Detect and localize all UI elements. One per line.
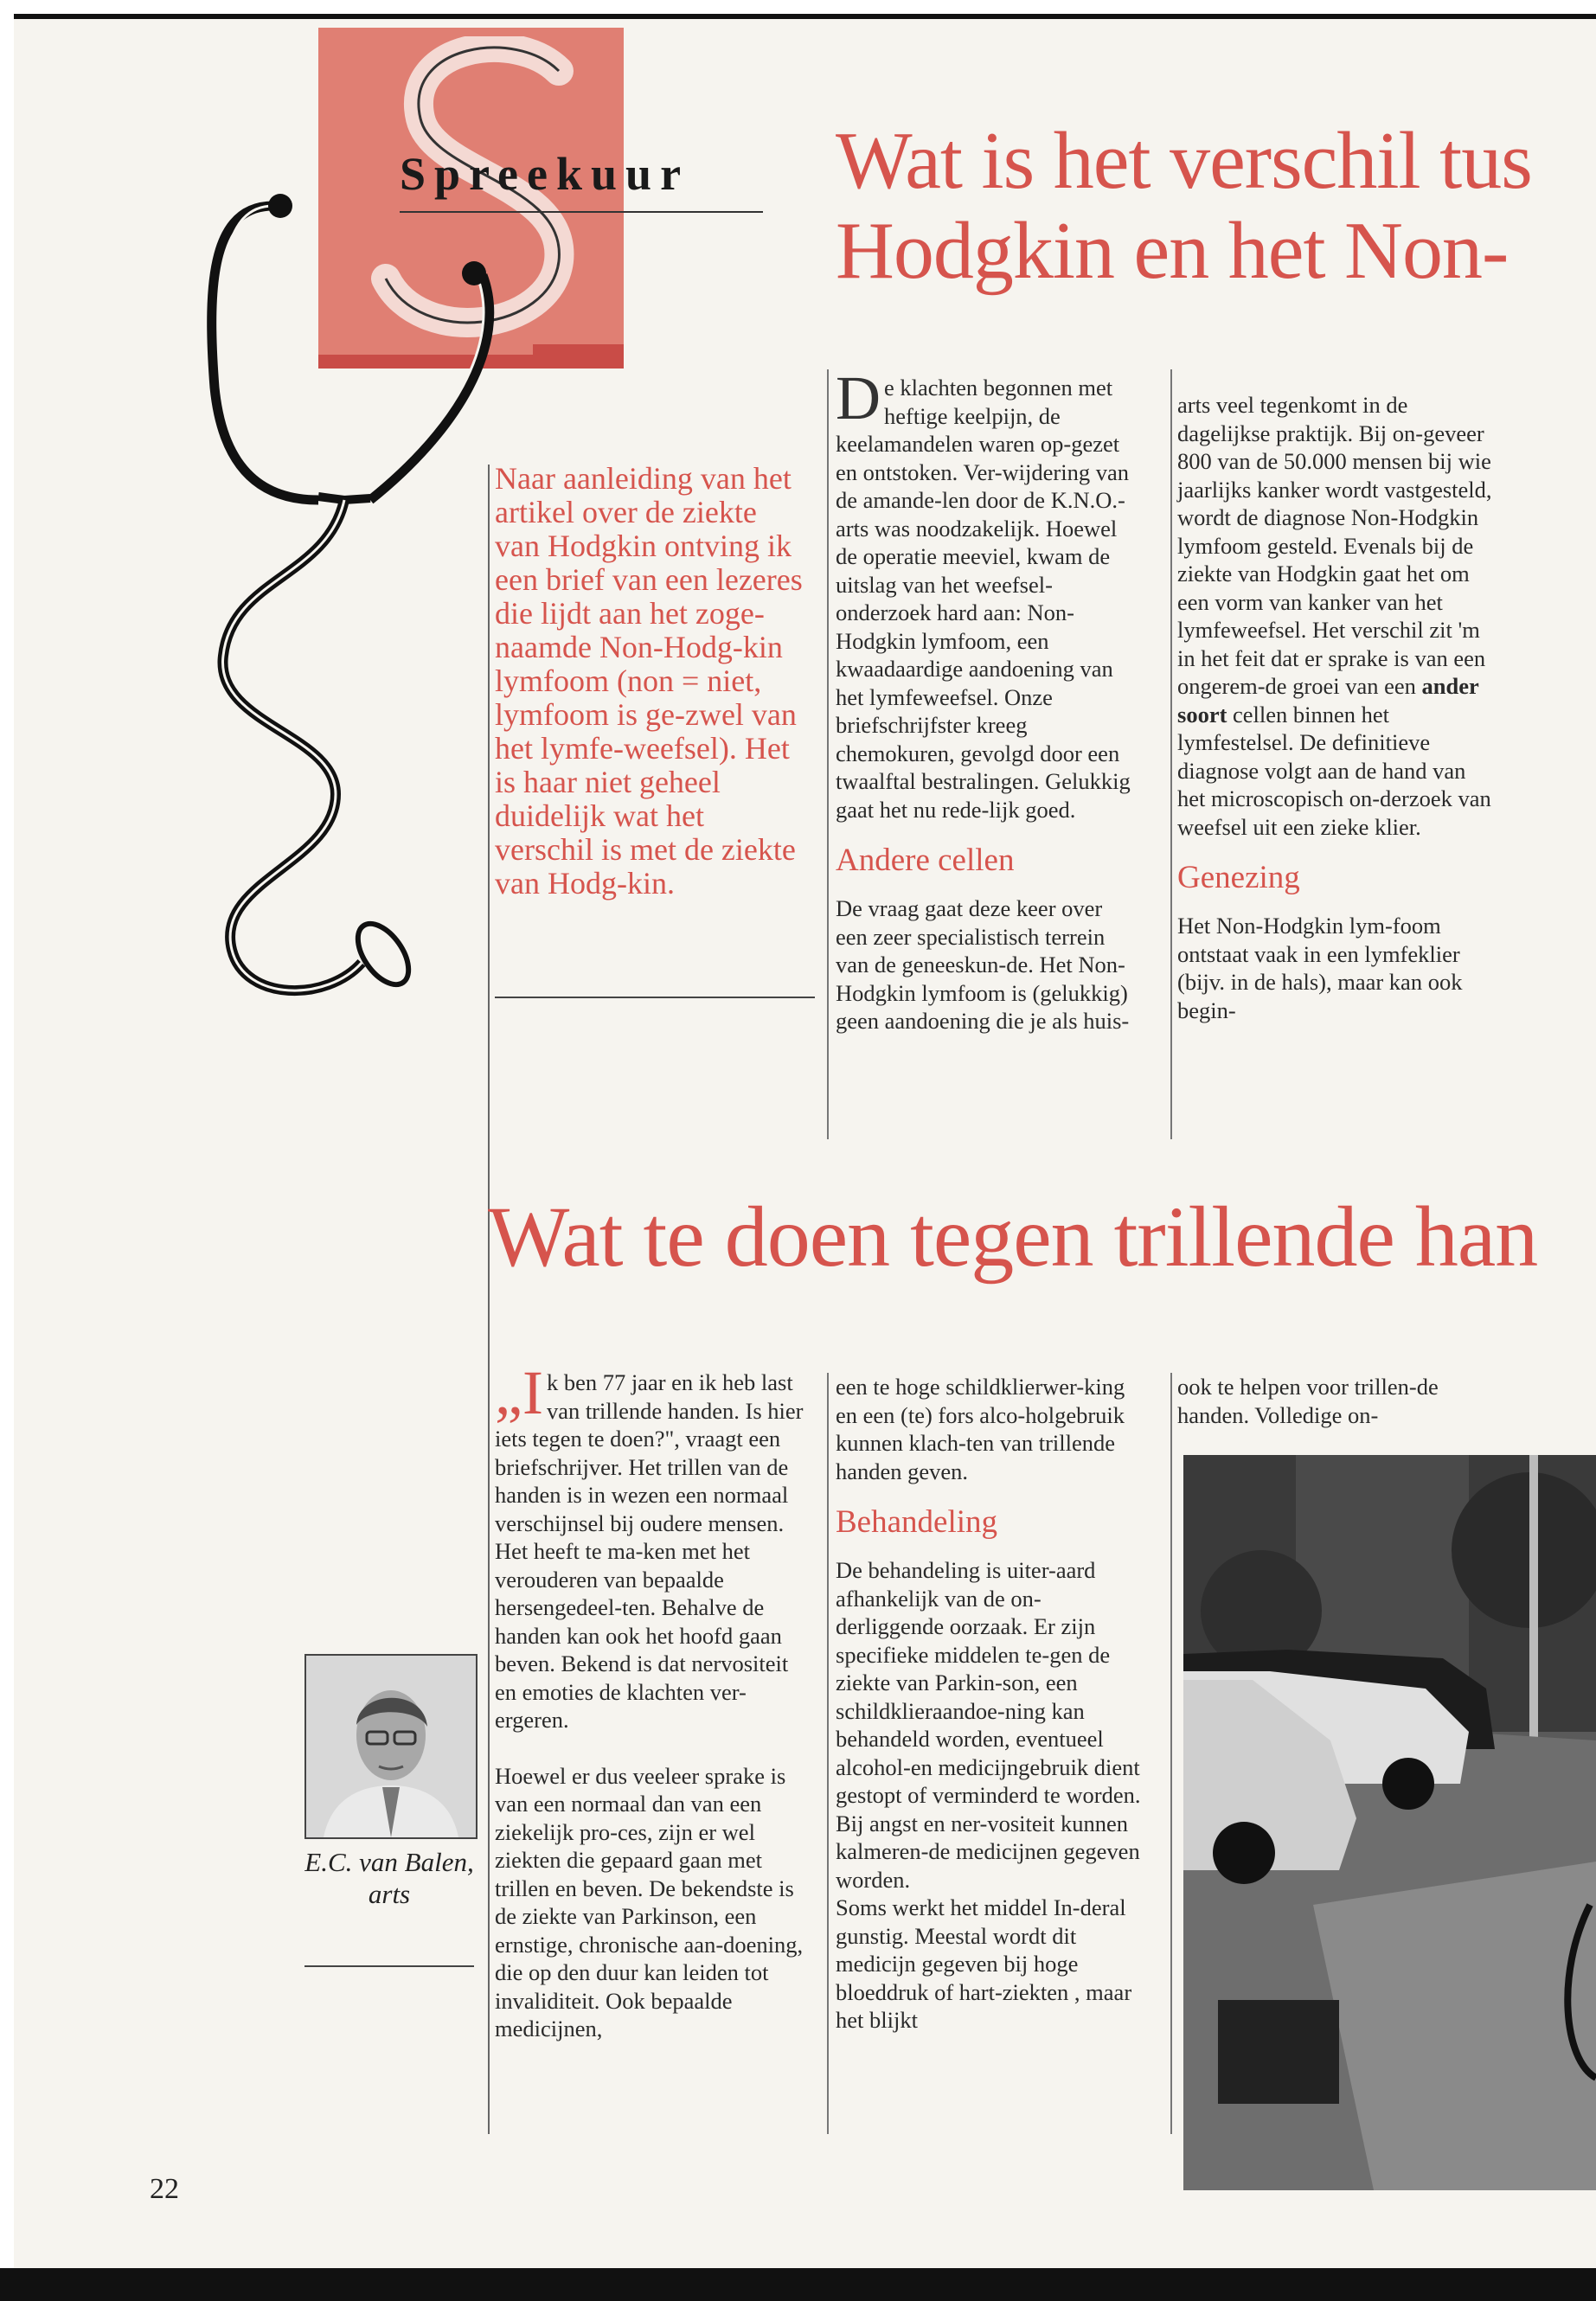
article1-col1-paragraph-2: De vraag gaat deze keer over een zeer specialistisch terrein van de geneeskun-de. Het Non-Hodgkin lymfoom is (gelukkig) geen aandoening die je als huis- <box>836 895 1130 1034</box>
article2-col2-paragraph-1: een te hoge schildklierwer-king en een (te) fors alco-holgebruik kunnen klach-ten van trillende handen geven. <box>836 1374 1125 1484</box>
article2-title: Wat te doen tegen trillende han <box>488 1189 1538 1285</box>
article2-column-3 <box>1177 1373 1489 1429</box>
author-role: arts <box>368 1879 411 1909</box>
article1-subheading-andere-cellen: Andere cellen <box>836 843 1015 878</box>
article2-col1-paragraph-1: k ben 77 jaar en ik heb last van trillende handen. Is hier iets tegen te doen?", vraagt een briefschrijver. Het trillen van de handen is in wezen een normaal verschijnsel bij oudere mensen. Het heeft te ma-ken met het verouderen van bepaalde hersengedeel-ten. Behalve de handen kan ook het hoofd gaan beven. Bekend is dat nervositeit en emoties de klachten ver-ergeren. <box>495 1369 804 1733</box>
street-photo <box>1183 1455 1596 2190</box>
intro-rule <box>495 997 815 998</box>
article1-intro: Naar aanleiding van het artikel over de ziekte van Hodgkin ontving ik een brief van een lezeres die lijdt aan het zoge-naamde Non-Hodg-kin lymfoom (non = niet, lymfoom is ge-zwel van het lymfe-weefsel). Het is haar niet geheel duidelijk wat het verschil is met de ziekte van Hodg-kin. <box>495 461 803 901</box>
author-name: E.C. van Balen, <box>304 1847 474 1877</box>
author-portrait <box>304 1654 478 1839</box>
drop-cap: D <box>836 363 881 433</box>
article2-column-1 <box>495 1358 815 2043</box>
kicker-box-stripe-accent <box>533 344 624 369</box>
article1-title-line2: Hodgkin en het Non- <box>836 206 1509 296</box>
article1-bold-phrase: ander soort <box>1177 673 1479 727</box>
article2-col2-paragraph-2: De behandeling is uiter-aard afhankelijk van de on-derliggende oorzaak. Er zijn specifieke middelen te-gen de ziekte van Parkin-son, een schildklieraandoe-ning kan behandeld worden, eventueel alcohol-en medicijngebruik dient gestopt of verminderd te worden. Bij angst en ner-vositeit kunnen kalmeren-de medicijnen gegeven worden. <box>836 1557 1141 1893</box>
author-caption <box>291 1846 488 1910</box>
article2-column-2 <box>836 1373 1143 2035</box>
drop-cap: „I <box>495 1358 543 1427</box>
column-rule <box>1170 1373 1172 2134</box>
stethoscope-illustration <box>197 171 526 1028</box>
article1-col2-paragraph-1a: arts veel tegenkomt in de dagelijkse praktijk. Bij on-geveer 800 van de 50.000 mensen bij wie jaarlijks kanker wordt vastgesteld, wordt de diagnose Non-Hodgkin lymfoom gesteld. Evenals bij de ziekte van Hodgkin gaat het om een vorm van kanker van het lymfeweefsel. Het verschil zit 'm in het feit dat er sprake is van een ongerem-de groei van een <box>1177 392 1492 699</box>
article1-col1-paragraph-1: e klachten begonnen met heftige keelpijn, de keelamandelen waren op-gezet en ontstoken. Ver-wijdering van de amande-len door de K.N.O.-arts was noodzakelijk. Hoewel de operatie meeviel, kwam de uitslag van het weefsel-onderzoek hard aan: Non-Hodgkin lymfoom, een kwaadaardige aandoening van het lymfeweefsel. Onze briefschrijfster kreeg chemokuren, gevolgd door een twaalftal bestralingen. Gelukkig gaat het nu rede-lijk goed. <box>836 375 1131 823</box>
caption-rule <box>304 1965 474 1967</box>
article2-col2-paragraph-3: Soms werkt het middel In-deral gunstig. Meestal wordt dit medicijn gegeven bij hoge bloeddruk of hart-ziekten , maar het blijkt <box>836 1894 1132 2033</box>
article1-col2-paragraph-1b: cellen binnen het lymfestelsel. De definitieve diagnose volgt aan de hand van het microscopisch on-derzoek van weefsel uit een zieke klier. <box>1177 701 1491 840</box>
article1-title-line1: Wat is het verschil tus <box>836 116 1532 206</box>
page-number: 22 <box>150 2173 179 2205</box>
column-rule <box>827 369 829 1139</box>
article1-column-2 <box>1177 391 1493 1024</box>
section-kicker: Spreekuur <box>400 148 690 200</box>
main-vertical-rule <box>488 465 490 2134</box>
article1-column-1 <box>836 363 1134 1035</box>
column-rule <box>1170 369 1172 1139</box>
article1-title <box>836 116 1532 296</box>
article2-col1-paragraph-2: Hoewel er dus veeleer sprake is van een normaal dan van een ziekelijk pro-ces, zijn er wel ziekten die gepaard gaan met trillen en beven. De bekendste is de ziekte van Parkinson, een ernstige, chronische aan-doening, die op den duur kan leiden tot invaliditeit. Ook bepaalde medicijnen, <box>495 1762 804 2041</box>
article1-col2-paragraph-2: Het Non-Hodgkin lym-foom ontstaat vaak in een lymfeklier (bijv. in de hals), maar kan ook begin- <box>1177 913 1463 1023</box>
column-rule <box>827 1373 829 2134</box>
scan-bottom-edge <box>0 2268 1596 2301</box>
article2-col3-paragraph-1: ook te helpen voor trillen-de handen. Volledige on- <box>1177 1374 1439 1428</box>
article2-subheading-behandeling: Behandeling <box>836 1504 998 1540</box>
magazine-page <box>14 14 1596 2275</box>
article1-subheading-genezing: Genezing <box>1177 860 1300 895</box>
